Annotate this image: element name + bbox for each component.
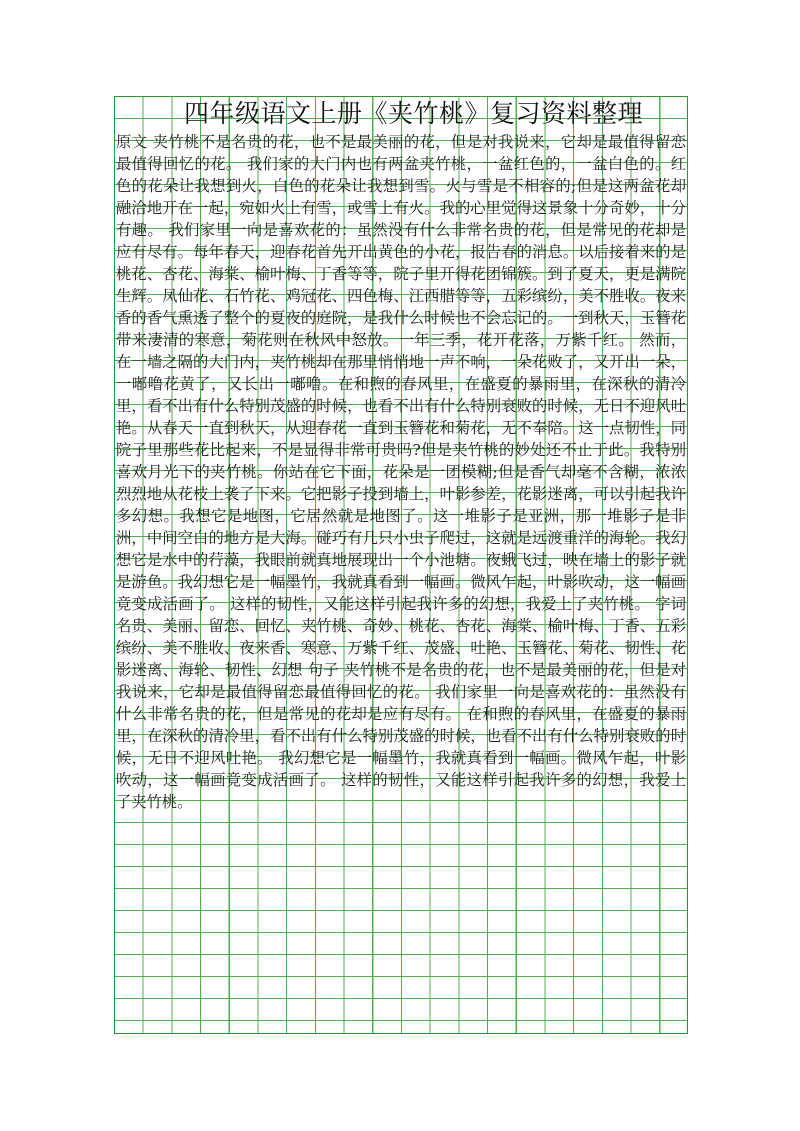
page-title: 四年级语文上册《夹竹桃》复习资料整理	[184, 99, 644, 128]
article-body: 原文 夹竹桃不是名贵的花，也不是最美丽的花，但是对我说来，它却是最值得留恋最值得回忆的花。 我们家的大门内也有两盆夹竹桃，一盆红色的，一盆白色的。红色的花朵让我想到火，白色的花朵让我想到雪。火与雪是不相容的;但是这两盆花却融洽地开在一起，宛如火上有雪，或雪上有火。我的心里觉得这景象十分奇妙，十分有趣。 我们家里一向是喜欢花的：虽然没有什么非常名贵的花，但是常见的花却是应有尽有。每年春天，迎春花首先开出黄色的小花，报告春的消息。以后接着来的是桃花、杏花、海棠、榆叶梅、丁香等等，院子里开得花团锦簇。到了夏天，更是满院生辉。凤仙花、石竹花、鸡冠花、四色梅、江西腊等等，五彩缤纷，美不胜收。夜来香的香气熏透了整个的夏夜的庭院，是我什么时候也不会忘记的。一到秋天，玉簪花带来凄清的寒意，菊花则在秋风中怒放。一年三季，花开花落，万紫千红。 然而，在一墙之隔的大门内，夹竹桃却在那里悄悄地一声不响，一朵花败了，又开出一朵，一嘟噜花黄了，又长出一嘟噜。在和煦的春风里，在盛夏的暴雨里，在深秋的清冷里，看不出有什么特别茂盛的时候，也看不出有什么特别衰败的时候，无日不迎风吐艳。从春天一直到秋天，从迎春花一直到玉簪花和菊花，无不奉陪。这一点韧性，同院子里那些花比起来，不是显得非常可贵吗?但是夹竹桃的妙处还不止于此。我特别喜欢月光下的夹竹桃。你站在它下面，花朵是一团模糊;但是香气却毫不含糊，浓浓烈烈地从花枝上袭了下来。它把影子投到墙上，叶影参差，花影迷离，可以引起我许多幻想。我想它是地图，它居然就是地图了。这一堆影子是亚洲，那一堆影子是非洲，中间空白的地方是大海。碰巧有几只小虫子爬过，这就是远渡重洋的海轮。我幻想它是水中的荇藻，我眼前就真地展现出一个小池塘。夜蛾飞过，映在墙上的影子就是游鱼。我幻想它是一幅墨竹，我就真看到一幅画。微风乍起，叶影吹动，这一幅画竟变成活画了。 这样的韧性，又能这样引起我许多的幻想，我爱上了夹竹桃。 字词 名贵、美丽、留恋、回忆、夹竹桃、奇妙、桃花、杏花、海棠、榆叶梅、丁香、五彩缤纷、美不胜收、夜来香、寒意、万紫千红、茂盛、吐艳、玉簪花、菊花、韧性、花影迷离、海轮、韧性、幻想 句子 夹竹桃不是名贵的花，也不是最美丽的花，但是对我说来，它却是最值得留恋最值得回忆的花。 我们家里一向是喜欢花的：虽然没有什么非常名贵的花，但是常见的花却是应有尽有。 在和煦的春风里，在盛夏的暴雨里，在深秋的清冷里，看不出有什么特别茂盛的时候，也看不出有什么特别衰败的时候，无日不迎风吐艳。 我幻想它是一幅墨竹，我就真看到一幅画。微风乍起，叶影吹动，这一幅画竟变成活画了。 这样的韧性，又能这样引起我许多的幻想，我爱上了夹竹桃。	[116, 133, 686, 811]
